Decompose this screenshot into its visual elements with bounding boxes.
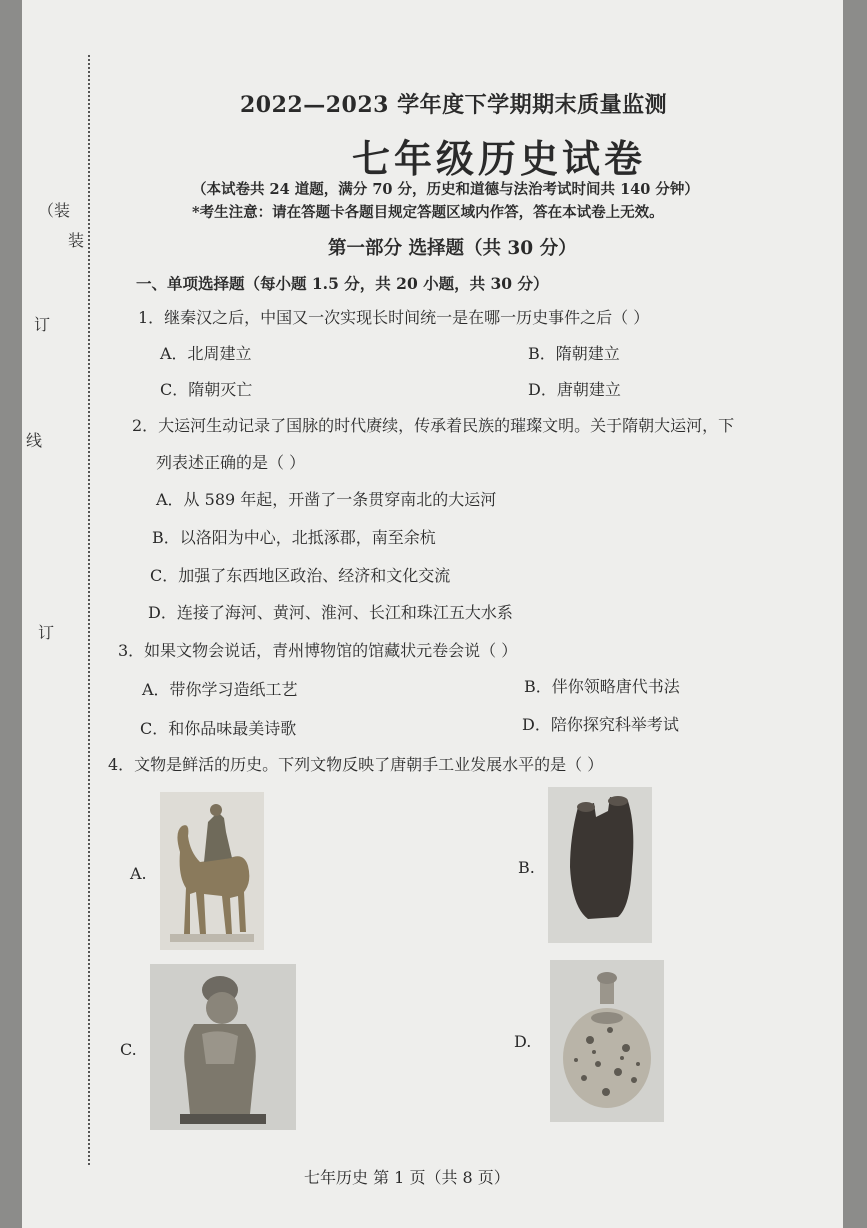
tri-color-camel-image [160,792,264,950]
question-4-label-a: A. [130,864,147,883]
exam-info: （本试卷共 24 道题，满分 70 分，历史和道德与法治考试时间共 140 分钟） [192,181,699,198]
exam-notice: *考生注意：请在答题卡各题目规定答题区域内作答，答在本试卷上无效。 [192,204,664,221]
question-3-option-d: D．陪你探究科举考试 [522,715,679,734]
binding-mark: 订 [34,315,51,334]
question-2-option-d: D．连接了海河、黄河、淮河、长江和珠江五大水系 [148,603,513,622]
question-2-stem-cont: 列表述正确的是（ ） [156,453,306,472]
question-2-option-a: A．从 589 年起，开凿了一条贯穿南北的大运河 [156,490,497,509]
question-1-stem: 1．继秦汉之后，中国又一次实现长时间统一是在哪一历史事件之后（ ） [138,308,650,327]
section-heading: 一、单项选择题（每小题 1.5 分，共 20 小题，共 30 分） [136,274,549,293]
question-1-option-c: C．隋朝灭亡 [160,380,253,399]
ancient-vessel-image [548,787,652,943]
question-1-option-a: A．北周建立 [160,344,252,363]
question-4-label-c: C. [120,1040,137,1059]
exam-title: 2022—2023 学年度下学期期末质量监测 [240,92,668,118]
clay-figure-image [150,964,296,1130]
binding-mark: 线 [26,431,43,450]
binding-dotted-line [88,55,90,1165]
question-1-option-b: B．隋朝建立 [528,344,620,363]
part-heading: 第一部分 选择题（共 30 分） [328,238,577,259]
question-3-option-a: A．带你学习造纸工艺 [142,680,298,699]
page-footer: 七年历史 第 1 页（共 8 页） [304,1168,510,1187]
question-1-option-d: D．唐朝建立 [528,380,621,399]
question-3-stem: 3．如果文物会说话，青州博物馆的馆藏状元卷会说（ ） [118,641,518,660]
question-3-option-c: C．和你品味最美诗歌 [140,719,297,738]
binding-mark: 订 [38,623,55,642]
porcelain-flask-image [550,960,664,1122]
question-2-option-c: C．加强了东西地区政治、经济和文化交流 [150,566,451,585]
question-3-option-b: B．伴你领略唐代书法 [524,677,680,696]
binding-mark: （装 [38,201,71,220]
question-2-stem: 2．大运河生动记录了国脉的时代赓续，传承着民族的璀璨文明。关于隋朝大运河，下 [132,416,735,435]
question-4-stem: 4．文物是鲜活的历史。下列文物反映了唐朝手工业发展水平的是（ ） [108,755,604,774]
question-4-label-b: B. [518,858,535,877]
binding-mark: 装 [68,231,85,250]
question-4-label-d: D. [514,1032,532,1051]
exam-subject-title: 七年级历史试卷 [352,136,647,181]
question-2-option-b: B．以洛阳为中心，北抵涿郡，南至余杭 [152,528,436,547]
